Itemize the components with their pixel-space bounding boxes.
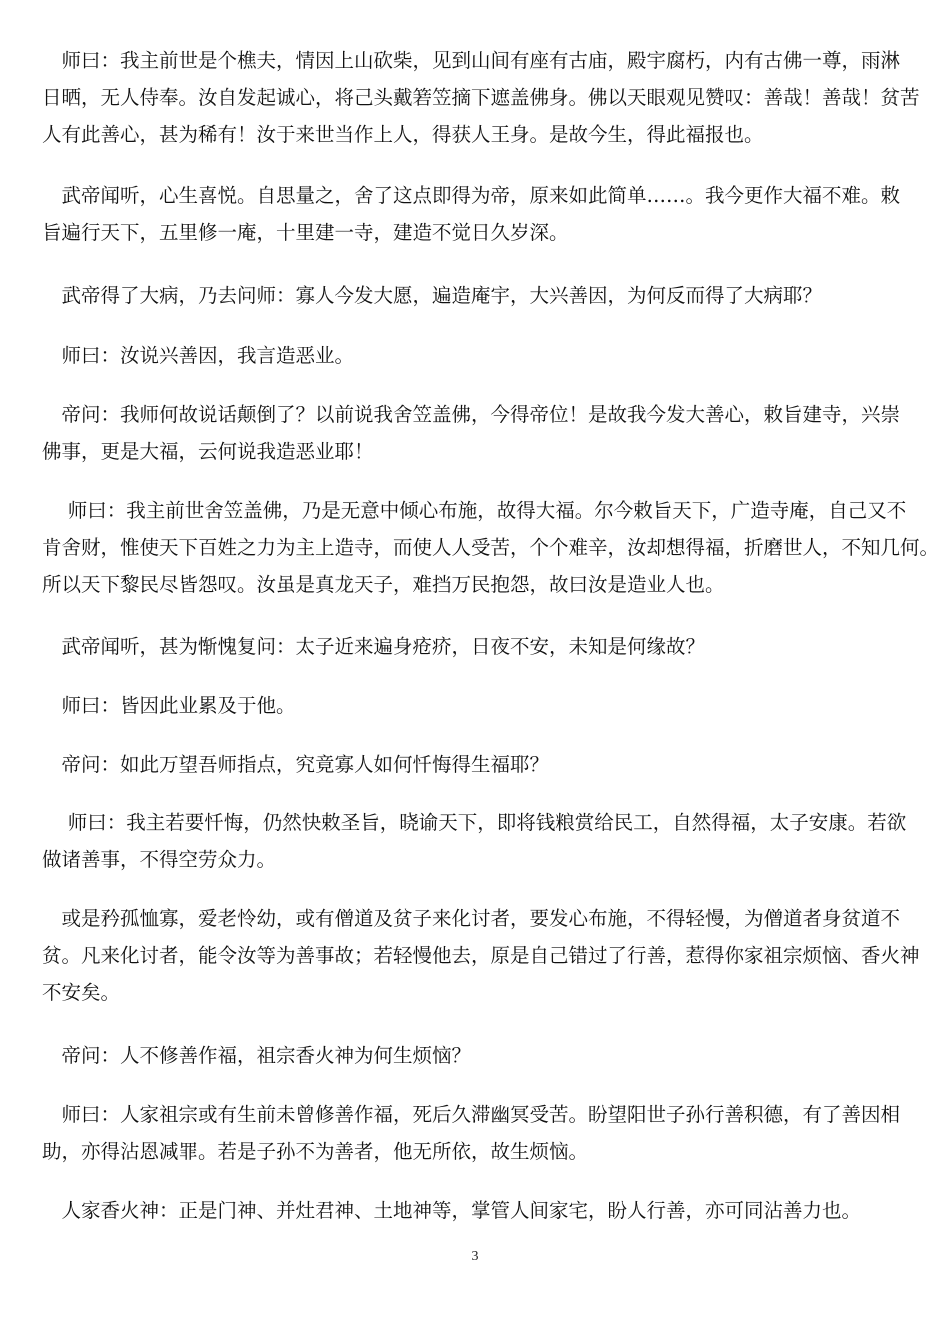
paragraph-12 [42,1037,908,1074]
text-line: 助，亦得沾恩减罪。若是子孙不为善者，他无所依，故生烦恼。 [42,1140,589,1163]
paragraph-9 [42,746,908,783]
text-line: 师曰：汝说兴善因，我言造恶业。 [42,344,355,367]
paragraph-13 [42,1096,908,1170]
paragraph-6 [42,492,940,603]
text-line: 肯舍财，惟使天下百姓之力为主上造寺，而使人人受苦，个个难辛，汝却想得福，折磨世人，不知几何。 [42,536,940,559]
paragraph-11 [42,900,920,1011]
paragraph-10 [42,804,908,878]
text-line: 帝问：人不修善作福，祖宗香火神为何生烦恼？ [42,1044,472,1067]
text-line: 所以天下黎民尽皆怨叹。汝虽是真龙天子，难挡万民抱怨，故曰汝是造业人也。 [42,573,725,596]
text-line: 师曰：我主若要忏悔，仍然快敕圣旨，晓谕天下，即将钱粮赏给民工，自然得福，太子安康。若欲 [42,811,907,834]
text-line: 师曰：我主前世舍笠盖佛，乃是无意中倾心布施，故得大福。尔今敕旨天下，广造寺庵，自己又不 [42,499,907,522]
paragraph-2 [42,177,908,251]
text-line: 人有此善心，甚为稀有！汝于来世当作上人，得获人王身。是故今生，得此福报也。 [42,123,764,146]
text-line: 帝问：我师何故说话颠倒了？以前说我舍笠盖佛，今得帝位！是故我今发大善心，敕旨建寺，兴崇 [42,403,901,426]
paragraph-5 [42,396,908,470]
text-line: 武帝闻听，心生喜悦。自思量之，舍了这点即得为帝，原来如此简单……。我今更作大福不难。敕 [42,184,901,207]
text-line: 不安矣。 [42,981,121,1004]
text-line: 人家香火神：正是门神、并灶君神、土地神等，掌管人间家宅，盼人行善，亦可同沾善力也。 [42,1199,862,1222]
text-line: 旨遍行天下，五里修一庵，十里建一寺，建造不觉日久岁深。 [42,221,569,244]
text-line: 师曰：人家祖宗或有生前未曾修善作福，死后久滞幽冥受苦。盼望阳世子孙行善积德，有了善因相 [42,1103,901,1126]
paragraph-4 [42,337,908,374]
text-line: 或是矜孤恤寡，爱老怜幼，或有僧道及贫子来化讨者，要发心布施，不得轻慢，为僧道者身贫道不 [42,907,901,930]
paragraph-1 [42,42,920,153]
text-line: 贫。凡来化讨者，能令汝等为善事故；若轻慢他去，原是自己错过了行善，惹得你家祖宗烦恼、香火神 [42,944,920,967]
text-line: 师曰：我主前世是个樵夫，情因上山砍柴，见到山间有座有古庙，殿宇腐朽，内有古佛一尊，雨淋 [42,49,901,72]
paragraph-3 [42,277,908,314]
paragraph-7 [42,628,908,665]
paragraph-14 [42,1192,908,1229]
page-number: 3 [471,1249,479,1264]
text-line: 日晒，无人侍奉。汝自发起诚心，将己头戴箬笠摘下遮盖佛身。佛以天眼观见赞叹：善哉！善哉！贫苦 [42,86,920,109]
text-line: 武帝得了大病，乃去问师：寡人今发大愿，遍造庵宇，大兴善因，为何反而得了大病耶？ [42,284,823,307]
text-line: 帝问：如此万望吾师指点，究竟寡人如何忏悔得生福耶？ [42,753,550,776]
text-line: 做诸善事，不得空劳众力。 [42,848,277,871]
paragraph-8 [42,687,908,724]
text-line: 武帝闻听，甚为惭愧复问：太子近来遍身疮疥，日夜不安，未知是何缘故？ [42,635,706,658]
text-line: 佛事，更是大福，云何说我造恶业耶！ [42,440,374,463]
text-line: 师曰：皆因此业累及于他。 [42,694,296,717]
